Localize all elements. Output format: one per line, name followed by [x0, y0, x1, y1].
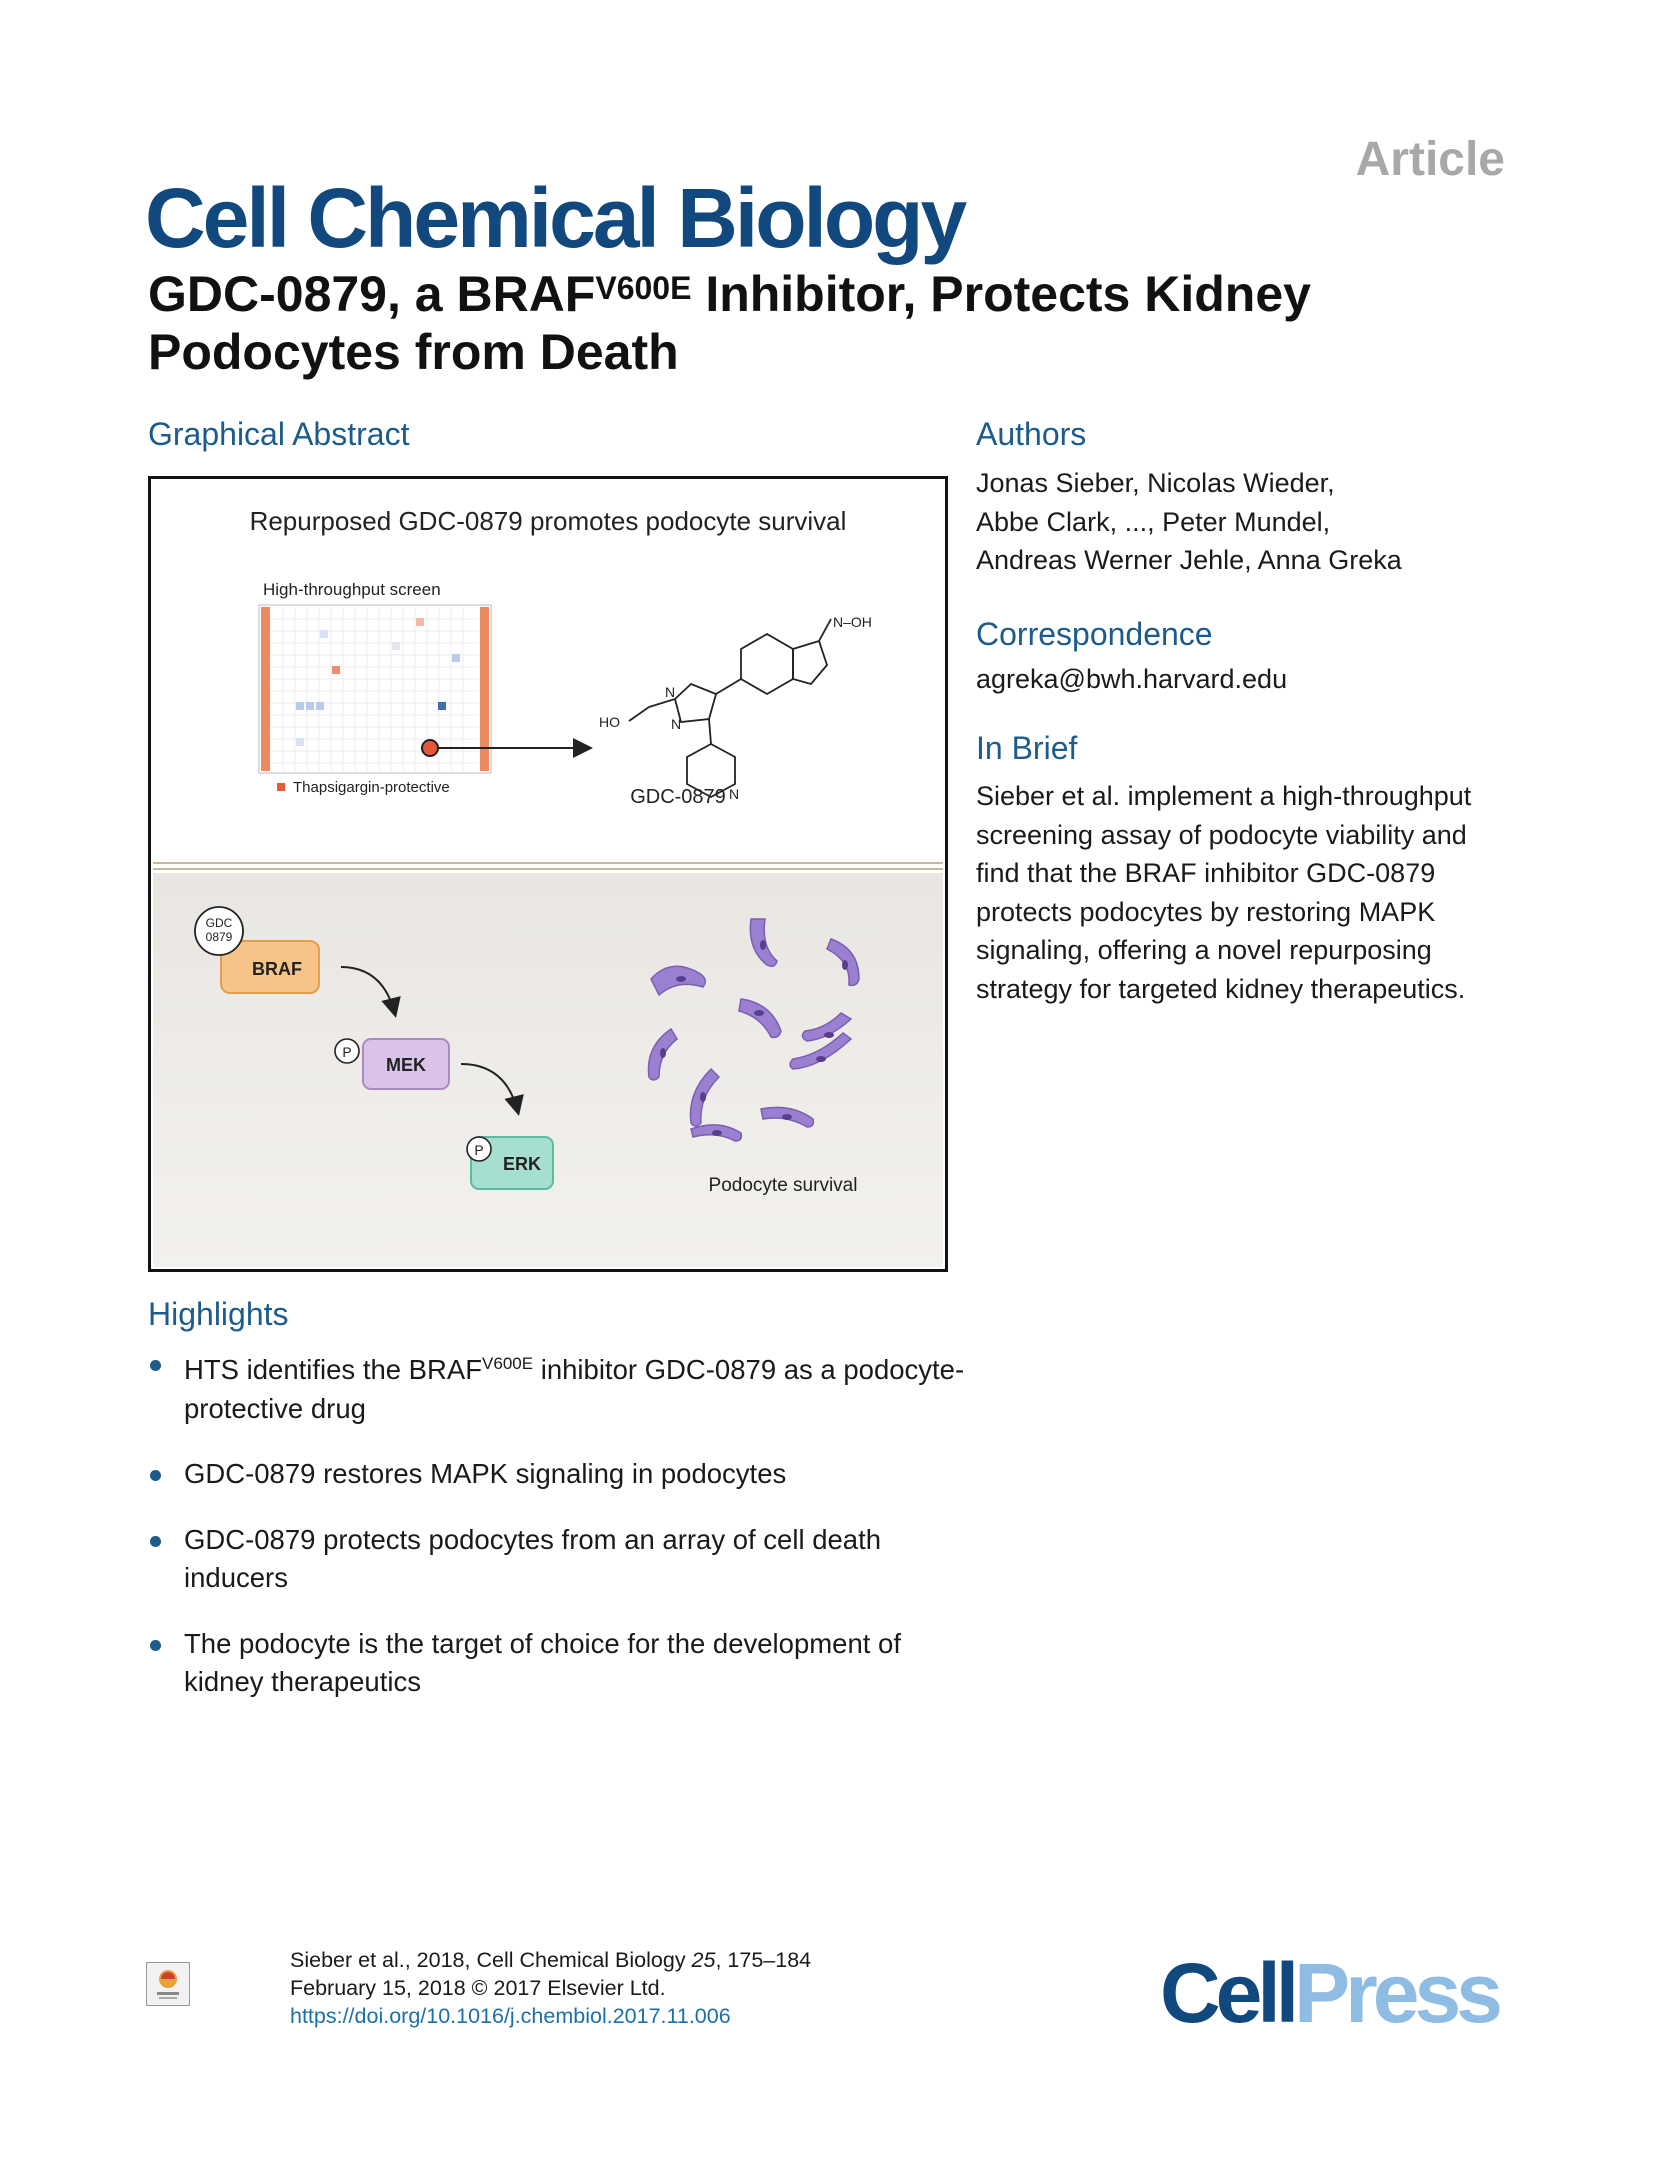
citation-line — [290, 1946, 811, 1974]
highlight-1-sup: V600E — [482, 1354, 534, 1373]
mek-label: MEK — [386, 1055, 426, 1075]
publisher-logo — [1160, 1945, 1498, 2042]
chem-label-noh: N–OH — [833, 614, 872, 630]
chem-label-ho: HO — [599, 714, 620, 730]
in-brief-line: screening assay of podocyte viability and — [976, 819, 1467, 850]
highlights-list — [148, 1345, 968, 1729]
journal-name: Cell Chemical Biology — [145, 171, 965, 265]
title-part-1: GDC-0879, a BRAF — [148, 266, 596, 322]
erk-phospho-label: P — [474, 1142, 484, 1158]
mek-phospho-label: P — [342, 1044, 352, 1060]
authors-line-3: Andreas Werner Jehle, Anna Greka — [976, 545, 1402, 575]
bullet-icon — [150, 1640, 161, 1651]
citation-volume: 25 — [691, 1948, 716, 1972]
survival-label: Podocyte survival — [708, 1175, 858, 1196]
drug-badge-line2: 0879 — [205, 930, 233, 944]
graphical-abstract-svg — [151, 479, 945, 1269]
compound-name: GDC-0879 — [630, 786, 726, 808]
graphical-abstract-heading: Graphical Abstract — [148, 416, 410, 452]
authors-heading: Authors — [976, 416, 1087, 452]
publisher-logo-press: Press — [1294, 1946, 1498, 2040]
hts-plate — [259, 605, 589, 773]
ga-caption: Repurposed GDC-0879 promotes podocyte survival — [249, 506, 847, 536]
chem-label-n2: N — [671, 716, 682, 732]
correspondence-email[interactable]: agreka@bwh.harvard.edu — [976, 664, 1288, 694]
legend-label: Thapsigargin-protective — [293, 779, 450, 796]
in-brief-line: strategy for targeted kidney therapeutics. — [976, 973, 1466, 1004]
chem-label-n1: N — [665, 684, 676, 700]
in-brief-line: find that the BRAF inhibitor GDC-0879 — [976, 858, 1436, 888]
in-brief-line: protects podocytes by restoring MAPK — [976, 896, 1436, 927]
chem-label-n3: N — [729, 786, 740, 802]
highlight-1-text: HTS identifies the BRAF — [184, 1354, 483, 1386]
authors-line-2: Abbe Clark, ..., Peter Mundel, — [976, 506, 1331, 537]
highlight-3-text: GDC-0879 protects podocytes from an array of cell death inducers — [184, 1523, 882, 1594]
bullet-icon — [150, 1470, 161, 1481]
highlight-1-text-2: inhibitor GDC-0879 as a podocyte-protective drug — [184, 1354, 965, 1424]
authors-list — [976, 464, 1536, 580]
highlight-2-text: GDC-0879 restores MAPK signaling in podocytes — [184, 1458, 787, 1490]
check-for-updates-icon[interactable] — [146, 1962, 190, 2006]
in-brief-line: Sieber et al. implement a high-throughput — [976, 781, 1472, 811]
braf-label: BRAF — [252, 959, 302, 979]
screen-label: High-throughput screen — [263, 580, 441, 599]
in-brief-text — [976, 777, 1536, 1008]
highlight-item — [148, 1345, 968, 1428]
article-type-label: Article — [1355, 133, 1505, 186]
drug-badge-line1: GDC — [205, 916, 233, 930]
highlights-heading: Highlights — [148, 1296, 289, 1332]
erk-label: ERK — [502, 1154, 542, 1174]
bullet-icon — [150, 1536, 161, 1547]
in-brief-heading: In Brief — [976, 730, 1078, 766]
authors-line-1: Jonas Sieber, Nicolas Wieder, — [976, 468, 1335, 498]
in-brief-line: signaling, offering a novel repurposing — [976, 935, 1432, 965]
correspondence-heading: Correspondence — [976, 616, 1213, 652]
bullet-icon — [150, 1360, 161, 1371]
citation-pages: , 175–184 — [715, 1948, 812, 1972]
publisher-logo-cell: Cell — [1160, 1946, 1295, 2040]
graphical-abstract-figure — [148, 476, 948, 1272]
highlight-item — [148, 1521, 968, 1598]
highlight-item — [148, 1455, 968, 1494]
date-line: February 15, 2018 © 2017 Elsevier Ltd. — [290, 1976, 666, 2000]
title-part-2: Inhibitor, Protects Kidney Podocytes from Death — [148, 266, 1311, 380]
title-superscript: V600E — [595, 270, 692, 306]
highlight-4-text: The podocyte is the target of choice for the development of kidney therapeutics — [184, 1627, 901, 1698]
doi-link[interactable]: https://doi.org/10.1016/j.chembiol.2017.11.006 — [290, 2004, 731, 2028]
chemical-structure — [629, 619, 831, 797]
citation-block — [290, 1946, 811, 2030]
highlight-item — [148, 1625, 968, 1702]
citation-authors: Sieber et al., 2018, Cell Chemical Biology — [290, 1948, 692, 1972]
paper-title — [148, 265, 1548, 381]
